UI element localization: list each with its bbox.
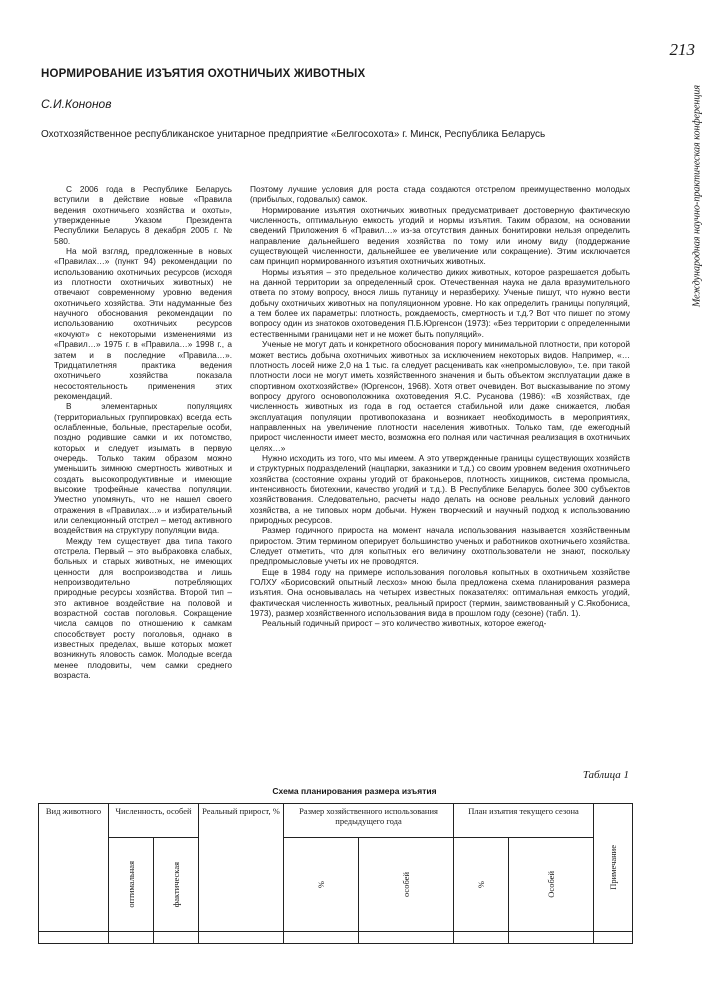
paragraph: В элементарных популяциях (территориальных группировках) всегда есть ослабленные, больные, престарелые особи, поздно родившие самки и их потомство, которых и следует изымать в первую очередь. Только таким образом можно уменьшить зимнюю смертность животных и создать высокопродуктивные и имеющие высокие трофейные качества популяции. Уместно упомянуть, что не нашел своего отражения в «Правилах…» и избирательный или селекционный отстрел – метод активного воздействия на структуру популяции вида. — [54, 401, 232, 536]
author: С.И.Кононов — [41, 97, 112, 111]
sidebar-text: Международная научно-практическая конференция — [691, 84, 703, 308]
header-prev-pct: % — [316, 880, 326, 889]
paragraph: Ученые не могут дать и конкретного обоснования порогу минимальной плотности, при которой может вестись добыча охотничьих животных за исключением некоторых видов. Например, «…плотность лосей ниже 2,0 на 1 тыс. га следует расценивать как «непромысловую», т.е. при такой плотности лоси не могут иметь хозяйственного значения и быть объектом эксплуатации даже в спортивном охотхозяйстве» (Юргенсон, 1968). Хотя ответ очевиден. Вот высказывание по этому вопросу другого основоположника охотоведения Я.С. Русанова (1986): «В хозяйствах, где численность животных из года в год остается стабильной или даже снижается, любая эксплуатация популяции противопоказана и возникает необходимость в мероприятиях, направленных на увеличение плотности населения животных. Только там, где ежегодный прирост численности имеет место, возможна его полная или частичная реализация в охотничьих целях…» — [250, 339, 630, 453]
header-plan-pct: % — [476, 880, 487, 889]
paragraph: Реальный годичный прирост – это количество животных, которое ежегод- — [262, 618, 547, 629]
paragraph: С 2006 года в Республике Беларусь вступили в действие новые «Правила ведения охотничьего хозяйства и охоты», утвержденные Указом Президента Республики Беларусь 8 декабря 2005 г. № 580. — [54, 184, 232, 246]
header-prev-use: Размер хозяйственного использования предыдущего года — [284, 804, 454, 838]
table-title: Схема планирования размера изъятия — [272, 786, 437, 796]
article-title: НОРМИРОВАНИЕ ИЗЪЯТИЯ ОХОТНИЧЬИХ ЖИВОТНЫХ — [41, 68, 366, 80]
header-note-cell — [594, 804, 633, 932]
paragraph: Нужно исходить из того, что мы имеем. А это утвержденные границы существующих хозяйств и структурных подразделений (нацпарки, заказники и т.д.) со своим уровнем ведения охотничьего хозяйства (состояние охраны угодий от браконьеров, плотность хищников, система промысла, интенсивность биотехнии, качество угодий и т.д.). В Республике Беларусь более 300 субъектов хозяйствования. Следовательно, расчеты надо делать на основе реальных условий данного хозяйства, а не типовых норм добычи. Нужен творческий и научный подход к использованию природных ресурсов. — [250, 452, 630, 525]
header-plan-pct-cell — [454, 838, 509, 932]
planning-table — [38, 803, 633, 944]
header-plan-ind: Особей — [546, 871, 557, 898]
paragraph: Между тем существует два типа такого отстрела. Первый – это выбраковка слабых, больных и старых животных, не имеющих ценности для воспроизводства и лишь непроизводительно потребляющих природные ресурсы хозяйства. Второй тип – это активное воздействие на половой и возрастной состав поголовья. Сокращение числа самцов по отношению к самкам способствует росту поголовья, однако в известных пределах, выше которых может возникнуть яловость самок. Молодые всегда менее плодовиты, чем самки среднего возраста. — [54, 535, 232, 681]
right-column — [250, 184, 630, 629]
header-optimal: оптимальная — [126, 861, 136, 908]
header-prev-ind-cell — [359, 838, 454, 932]
conference-sidebar — [688, 66, 706, 326]
header-plan-ind-cell — [509, 838, 594, 932]
header-count: Численность, особей — [109, 804, 199, 838]
paragraph: На мой взгляд, предложенные в новых «Правилах…» (пункт 94) рекомендации по использованию охотничьих ресурсов (исходя из плотности охотничьих животных) не отвечают современному уровню ведения охотничьего хозяйства. Эти надуманные без научного обоснования рекомендации по использованию охотничьих ресурсов «кочуют» с некоторыми изменениями из «Правил…» 1975 г. в «Правила…» 1998 г., а затем и в последние «Правила…». Тридцатилетняя практика ведения охотничьего хозяйства показала несостоятельность применения этих рекомендаций. — [54, 246, 232, 401]
header-prev-ind: особей — [401, 871, 411, 898]
table-row — [39, 932, 633, 944]
affiliation: Охотхозяйственное республиканское унитарное предприятие «Белгосохота» г. Минск, Республика Беларусь — [41, 129, 546, 140]
paragraph: Нормирование изъятия охотничьих животных предусматривает достоверную фактическую численность, оптимальную емкость угодий и нормы изъятия. Таким образом, на основании сведений Приложения 6 «Правил…» из-за отсутствия данных бонитировки нельзя определить направление дальнейшего ведения хозяйства по тому или иному виду (поддержание существующей численности, дальнейшее ее увеличение или сокращение). Этим исключается сам принцип нормированного изъятия охотничьих животных. — [250, 204, 630, 267]
page-number: 213 — [669, 40, 695, 59]
paragraph: Еще в 1984 году на примере использования поголовья копытных в охотничьем хозяйстве ГОЛХУ «Борисовский опытный лесхоз» мною была предложена схема планирования размера изъятия. Она основывалась на четырех известных показателях: оптимальная емкость угодий, фактическая численность животных, реальный прирост (термин, заимствованный у С.Якобониса, 1973), размер хозяйственного использования вида в прошлом году (сезоне) (табл. 1). — [250, 566, 630, 619]
header-prev-pct-cell — [284, 838, 359, 932]
header-plan: План изъятия текущего сезона — [454, 804, 594, 838]
header-actual-cell — [154, 838, 199, 932]
paragraph: Нормы изъятия – это предельное количество диких животных, которое разрешается добыть на данной территории за определенный срок. Отечественная наука не дала вразумительного ответа по этому вопросу, внося лишь путаницу и неразбериху. Ученые пишут, что нужно вести добычу охотничьих животных на популяционном уровне. Но как определить границы популяций, а тем более их параметры: плотность, рождаемость, смертность и т.д.? Вот что пишет по этому вопросу один из знатоков охотоведения П.Б.Юргенсон (1973): «Без территории с определенными естественными границами нет и не может быть популяций». — [250, 266, 630, 339]
header-actual: фактическая — [171, 861, 181, 908]
header-growth: Реальный прирост, % — [199, 804, 284, 932]
left-column — [54, 184, 232, 681]
paragraph: Размер годичного прироста на момент начала использования называется хозяйственным приростом. Этим термином оперирует большинство ученых и работников охотничьего хозяйства. Следует отметить, что для копытных его величину охотпользователи не знают, поскольку предпромысловые учеты их не проводятся. — [250, 525, 630, 567]
header-species: Вид животного — [39, 804, 109, 932]
table-caption: Таблица 1 — [582, 769, 629, 781]
header-optimal-cell — [109, 838, 154, 932]
paragraph: Поэтому лучшие условия для роста стада создаются отстрелом преимущественно молодых (прибылых, годовалых) самок. — [250, 184, 630, 205]
header-note: Примечание — [608, 845, 619, 890]
